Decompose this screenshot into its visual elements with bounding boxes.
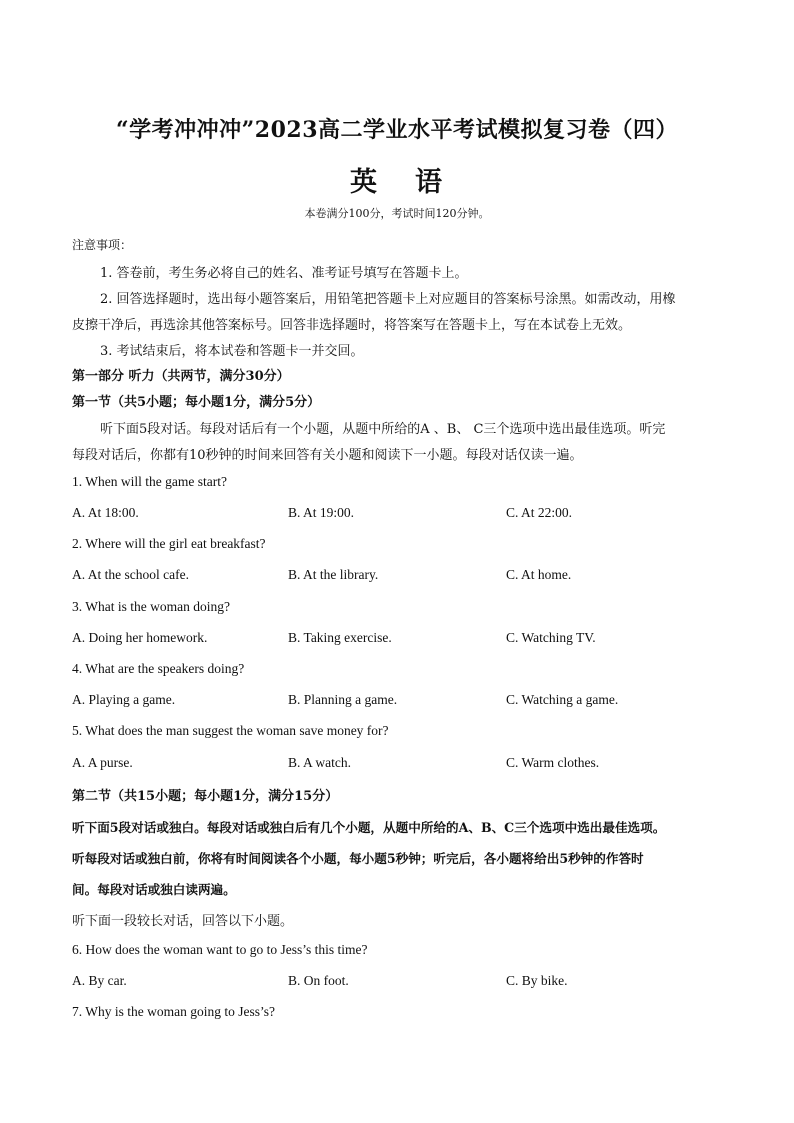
- q6-option-a: A. By car.: [72, 973, 127, 988]
- section2-sub-instruction: 听下面一段较长对话，回答以下小题。: [72, 914, 294, 929]
- notice-item-1: 1. 答卷前，考生务必将自己的姓名、准考证号填写在答题卡上。: [100, 266, 468, 281]
- part1-heading: 第一部分 听力（共两节，满分30分）: [72, 369, 290, 384]
- section1-instruction-line-1: 听下面5段对话。每段对话后有一个小题，从题中所给的A 、B、 C三个选项中选出最佳选项。听完: [100, 422, 666, 437]
- exam-title: “学考冲冲冲”2023高二学业水平考试模拟复习卷（四）: [115, 117, 679, 143]
- question-3: 3. What is the woman doing?: [72, 599, 230, 614]
- subject-char-1: 英: [350, 167, 379, 198]
- section1-instruction-line-2: 每段对话后，你都有10秒钟的时间来回答有关小题和阅读下一小题。每段对话仅读一遍。: [72, 448, 583, 463]
- q2-option-c: C. At home.: [506, 567, 572, 582]
- q4-option-a: A. Playing a game.: [72, 692, 176, 707]
- notice-item-2-line-2: 皮擦干净后，再选涂其他答案标号。回答非选择题时，将答案写在答题卡上，写在本试卷上无效。: [72, 318, 632, 333]
- notice-label: 注意事项：: [72, 238, 133, 252]
- q4-option-c: C. Watching a game.: [506, 692, 619, 707]
- section2-heading: 第二节（共15小题；每小题1分，满分15分）: [72, 789, 339, 804]
- q3-option-b: B. Taking exercise.: [288, 630, 392, 645]
- question-4: 4. What are the speakers doing?: [72, 661, 245, 676]
- q1-option-c: C. At 22:00.: [506, 505, 573, 520]
- q1-option-b: B. At 19:00.: [288, 505, 355, 520]
- q3-option-a: A. Doing her homework.: [72, 630, 208, 645]
- q5-option-b: B. A watch.: [288, 755, 351, 770]
- question-5: 5. What does the man suggest the woman save money for?: [72, 723, 389, 738]
- score-info: 本卷满分100分，考试时间120分钟。: [304, 207, 490, 220]
- section2-instruction-line-1: 听下面5段对话或独白。每段对话或独白后有几个小题，从题中所给的A、B、C三个选项中选出最佳选项。: [72, 820, 666, 835]
- section2-instruction-line-3: 间。每段对话或独白读两遍。: [72, 882, 236, 897]
- question-2: 2. Where will the girl eat breakfast?: [72, 536, 266, 551]
- q4-option-b: B. Planning a game.: [288, 692, 398, 707]
- q1-option-a: A. At 18:00.: [72, 505, 139, 520]
- q2-option-a: A. At the school cafe.: [72, 567, 189, 582]
- section2-instruction-line-2: 听每段对话或独白前，你将有时间阅读各个小题，每小题5秒钟；听完后，各小题将给出5秒钟的作答时: [72, 851, 644, 866]
- question-1: 1. When will the game start?: [72, 474, 227, 489]
- subject-char-2: 语: [415, 167, 444, 198]
- q6-option-c: C. By bike.: [506, 973, 568, 988]
- subject-heading: [0, 160, 794, 199]
- question-7: 7. Why is the woman going to Jess’s?: [72, 1004, 275, 1019]
- q2-option-b: B. At the library.: [288, 567, 379, 582]
- q3-option-c: C. Watching TV.: [506, 630, 596, 645]
- notice-item-3: 3. 考试结束后，将本试卷和答题卡一并交回。: [100, 344, 364, 359]
- notice-item-2-line-1: 2. 回答选择题时，选出每小题答案后，用铅笔把答题卡上对应题目的答案标号涂黑。如需改动，用橡: [100, 292, 676, 307]
- q6-option-b: B. On foot.: [288, 973, 349, 988]
- q5-option-a: A. A purse.: [72, 755, 133, 770]
- section1-heading: 第一节（共5小题；每小题1分，满分5分）: [72, 395, 321, 410]
- question-6: 6. How does the woman want to go to Jess’s this time?: [72, 942, 368, 957]
- q5-option-c: C. Warm clothes.: [506, 755, 600, 770]
